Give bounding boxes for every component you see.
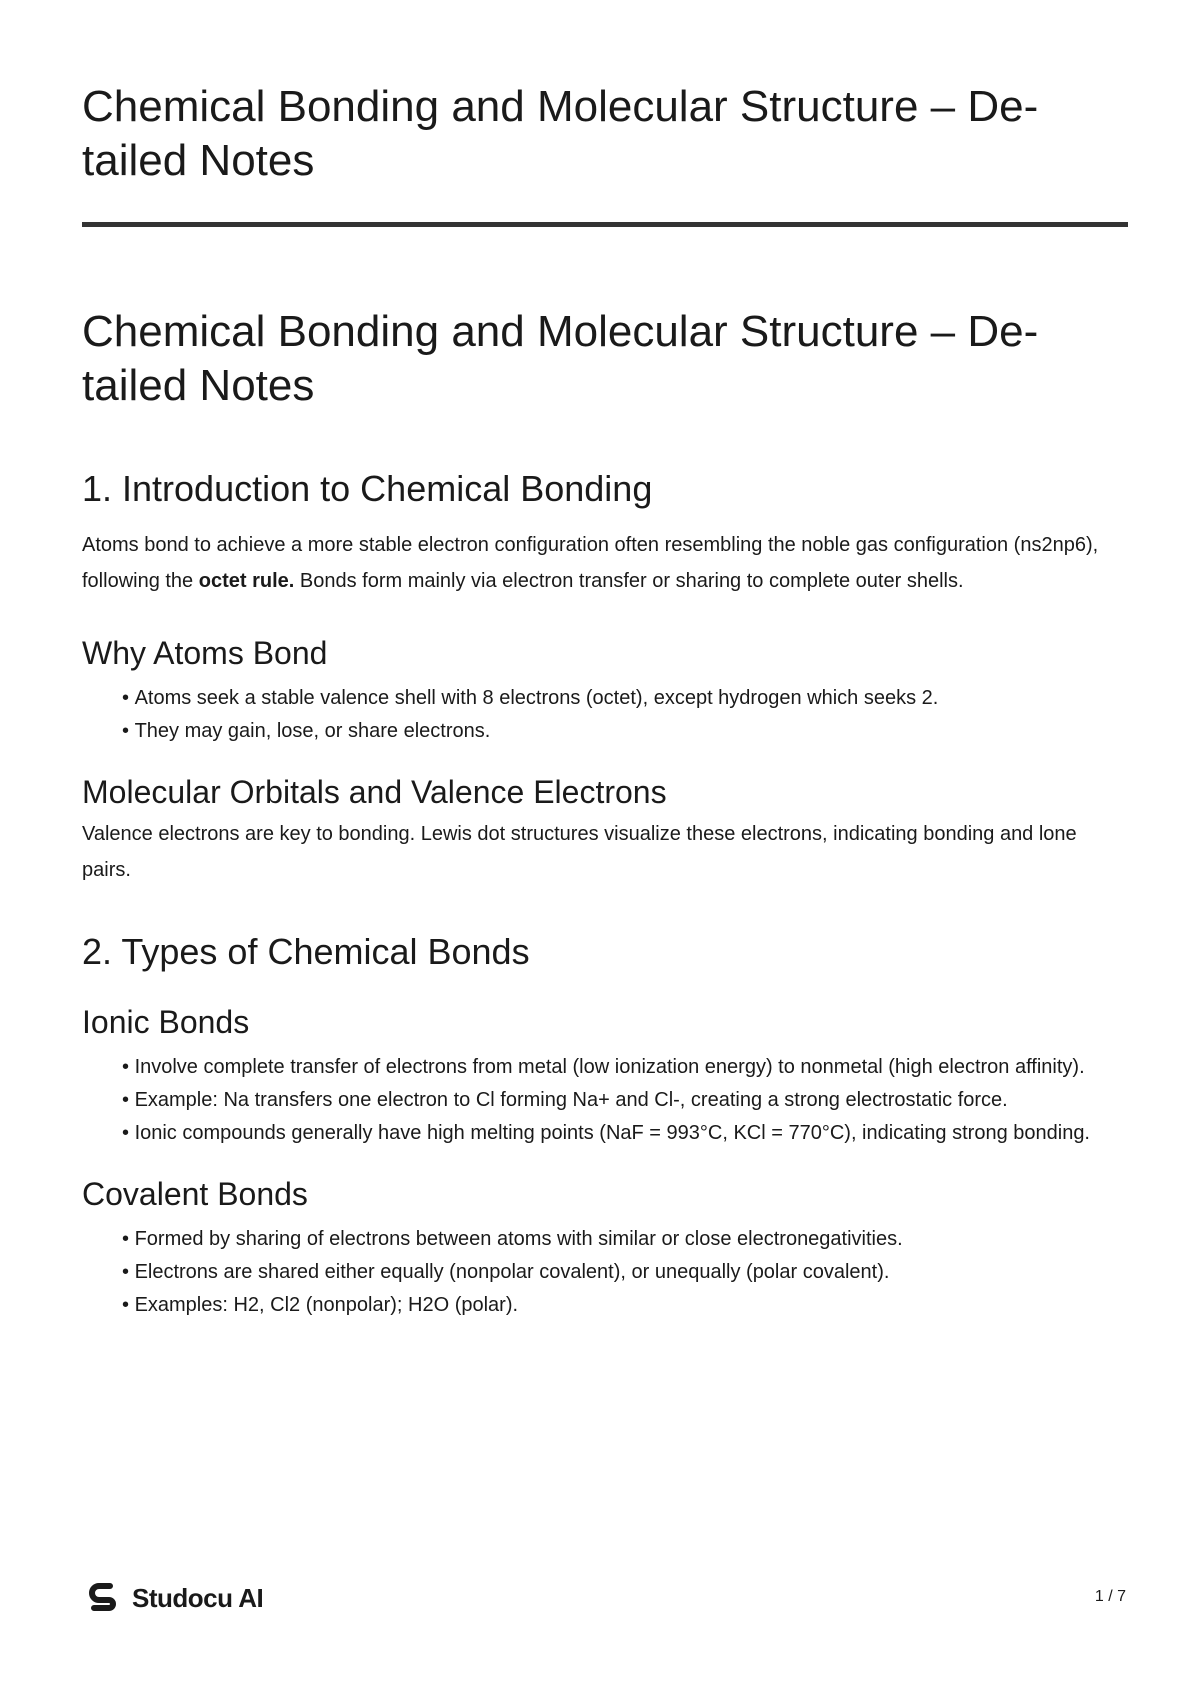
document-title: Chemical Bonding and Molecular Structure – De-tailed Notes <box>82 82 1039 185</box>
list-item: • Atoms seek a stable valence shell with 8 electrons (octet), except hydrogen which seeks 2. <box>122 685 1128 711</box>
molecular-orbitals-text: Valence electrons are key to bonding. Lewis dot structures visualize these electrons, indicating bonding and lone pairs. <box>82 823 1077 881</box>
page-number: 1 / 7 <box>1094 1588 1126 1605</box>
studocu-logo-icon <box>86 1580 122 1616</box>
list-item: • Ionic compounds generally have high melting points (NaF = 993°C, KCl = 770°C), indicating strong bonding. <box>122 1120 1128 1146</box>
list-item: • Formed by sharing of electrons between atoms with similar or close electronegativities. <box>122 1226 1128 1252</box>
studocu-brand[interactable] <box>86 1580 263 1616</box>
main-heading: Chemical Bonding and Molecular Structure – De-tailed Notes <box>82 307 1039 410</box>
brand-name: Studocu AI <box>132 1582 264 1613</box>
section-1-intro <box>82 527 1128 599</box>
page-footer <box>86 1580 1126 1620</box>
section-2-heading: 2. Types of Chemical Bonds <box>82 931 530 972</box>
list-item: • Electrons are shared either equally (nonpolar covalent), or unequally (polar covalent). <box>122 1259 1128 1285</box>
list-item: • They may gain, lose, or share electrons. <box>122 718 1128 744</box>
ionic-bonds-heading: Ionic Bonds <box>82 1004 250 1040</box>
main-content <box>82 305 1128 1346</box>
ionic-bonds-list <box>82 1054 1128 1146</box>
molecular-orbitals-heading: Molecular Orbitals and Valence Electrons <box>82 774 667 810</box>
why-atoms-bond-list <box>82 685 1128 744</box>
covalent-bonds-list <box>82 1226 1128 1318</box>
list-item: • Examples: H2, Cl2 (nonpolar); H2O (polar). <box>122 1292 1128 1318</box>
octet-rule-term: octet rule. <box>198 570 295 592</box>
list-item: • Involve complete transfer of electrons from metal (low ionization energy) to nonmetal (high electron affinity). <box>122 1054 1128 1080</box>
intro-text-after: Bonds form mainly via electron transfer or sharing to complete outer shells. <box>294 570 964 592</box>
intro-text-before: Atoms bond to achieve a more stable electron configuration often resembling the noble gas configuration (ns2np6), following the <box>82 534 1099 592</box>
why-atoms-bond-heading: Why Atoms Bond <box>82 635 328 671</box>
section-1-heading: 1. Introduction to Chemical Bonding <box>82 468 653 509</box>
covalent-bonds-heading: Covalent Bonds <box>82 1176 308 1212</box>
title-divider <box>82 222 1128 227</box>
list-item: • Example: Na transfers one electron to Cl forming Na+ and Cl-, creating a strong electrostatic force. <box>122 1087 1128 1113</box>
